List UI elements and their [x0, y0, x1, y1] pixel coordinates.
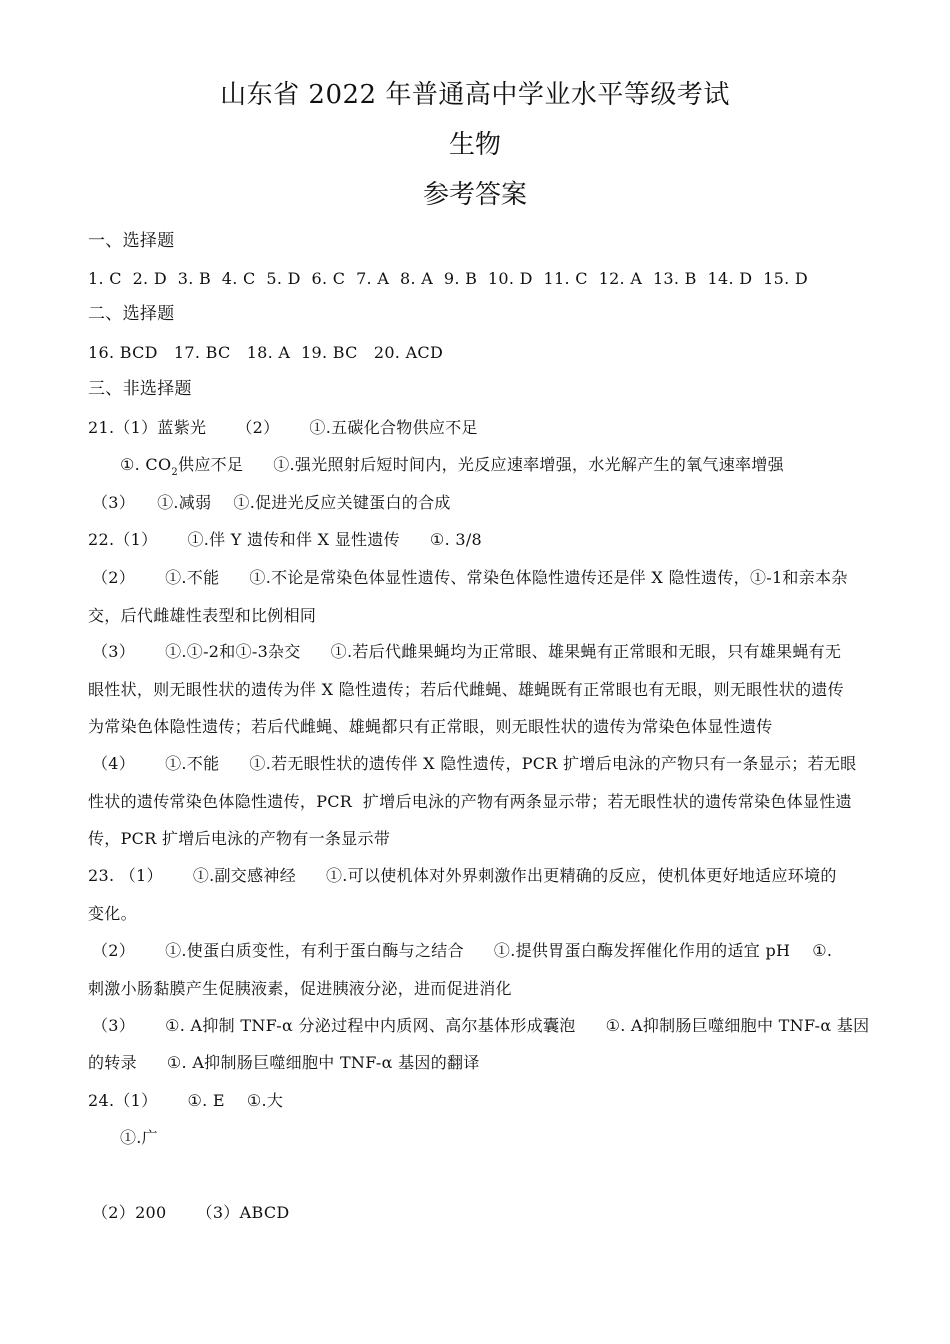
- q24-part2-answer: （2）200: [92, 1203, 167, 1222]
- section-heading-non-choice: 三、非选择题: [88, 379, 192, 399]
- q23-part2-answer-b: ①.提供胃蛋白酶发挥催化作用的适宜 pH: [493, 941, 791, 960]
- q22-line-7: [92, 752, 882, 776]
- q21-co2-subscript: 2: [171, 467, 179, 478]
- q23-line-1: [88, 864, 878, 888]
- q21-part2-label: （2）: [236, 418, 280, 437]
- q22-line-6: 为常染色体隐性遗传；若后代雌蝇、雄蝇都只有正常眼，则无眼性状的遗传为常染色体显性遗传: [88, 717, 773, 736]
- q23-line-3: [92, 939, 882, 963]
- q22-part2-answer-a: ①.不能: [165, 568, 220, 587]
- exam-title: 山东省 2022 年普通高中学业水平等级考试: [220, 80, 730, 110]
- q22-line-3: 交，后代雌雄性表型和比例相同: [88, 606, 317, 625]
- q24-part1-label: 24.（1）: [88, 1091, 158, 1110]
- q23-transcription: 的转录: [88, 1053, 137, 1072]
- q22-part1-answer-a: ①.伴 Y 遗传和伴 X 显性遗传: [187, 530, 400, 549]
- q22-part3-answer-b: ①.若后代雌果蝇均为正常眼、雄果蝇有正常眼和无眼，只有雄果蝇有无: [330, 642, 842, 661]
- q23-translation-answer: ①. A抑制肠巨噬细胞中 TNF-α 基因的翻译: [166, 1053, 480, 1072]
- q22-line-4: [92, 640, 882, 664]
- q23-line-4: 刺激小肠黏膜产生促胰液素，促进胰液分泌，进而促进消化: [88, 979, 512, 998]
- q23-line-6: [88, 1051, 878, 1075]
- q21-line-2: [120, 453, 910, 485]
- q23-line-5: [92, 1014, 882, 1038]
- q22-part3-label: （3）: [92, 642, 136, 661]
- q22-line-9: 传，PCR 扩增后电泳的产物有一条显示带: [88, 829, 391, 848]
- q21-part2-answer: ①.五碳化合物供应不足: [309, 418, 478, 437]
- q24-part1-answer-a: ①. E: [187, 1091, 225, 1110]
- section2-answers: 16. BCD 17. BC 18. A 19. BC 20. ACD: [88, 343, 444, 362]
- q23-part1-label: 23. （1）: [88, 866, 163, 885]
- q23-part3-answer-b: ①. A抑制肠巨噬细胞中 TNF-α 基因: [605, 1016, 870, 1035]
- q23-part1-answer-a: ①.副交感神经: [192, 866, 296, 885]
- q24-line-1: [88, 1089, 878, 1113]
- q22-part1-answer-b: ①. 3/8: [429, 530, 482, 549]
- q22-part4-answer-b: ①.若无眼性状的遗传伴 X 隐性遗传，PCR 扩增后电泳的产物只有一条显示；若无眼: [249, 754, 857, 773]
- q23-part2-label: （2）: [92, 941, 136, 960]
- section-heading-multiple-choice: 一、选择题: [88, 231, 175, 251]
- q21-co2-prefix: ①. CO: [120, 455, 172, 474]
- q22-part4-label: （4）: [92, 754, 136, 773]
- q21-part3-label: （3）: [92, 493, 136, 512]
- q23-line-2: 变化。: [88, 904, 137, 923]
- q24-part3-answer: （3）ABCD: [196, 1203, 290, 1222]
- q22-part2-label: （2）: [92, 568, 136, 587]
- q23-part3-label: （3）: [92, 1016, 136, 1035]
- q22-part1-label: 22.（1）: [88, 530, 158, 549]
- q24-line-2: ①.广: [120, 1128, 158, 1147]
- q22-part4-answer-a: ①.不能: [165, 754, 220, 773]
- q21-part1: 21.（1）蓝紫光: [88, 418, 207, 437]
- q22-line-2: [92, 566, 882, 590]
- q22-line-5: 眼性状，则无眼性状的遗传为伴 X 隐性遗传；若后代雌蝇、雄蝇既有正常眼也有无眼，则无眼性状的遗传: [88, 680, 844, 699]
- q21-line-3: [92, 491, 882, 515]
- q23-part2-answer-a: ①.使蛋白质变性，有利于蛋白酶与之结合: [165, 941, 464, 960]
- q24-part1-answer-b: ①.大: [246, 1091, 284, 1110]
- q21-line-1: [88, 416, 878, 440]
- q21-strong-light-answer: ①.强光照射后短时间内，光反应速率增强，水光解产生的氧气速率增强: [273, 455, 784, 474]
- q21-part3-answer-a: ①.减弱: [157, 493, 212, 512]
- q21-co2-text: 供应不足: [178, 455, 244, 474]
- q23-part1-answer-b: ①.可以使机体对外界刺激作出更精确的反应，使机体更好地适应环境的: [326, 866, 837, 885]
- q23-part3-answer-a: ①. A抑制 TNF-α 分泌过程中内质网、高尔基体形成囊泡: [165, 1016, 576, 1035]
- answer-key-title: 参考答案: [422, 180, 527, 210]
- section-heading-multiple-choice-2: 二、选择题: [88, 304, 175, 324]
- q22-part2-answer-b: ①.不论是常染色体显性遗传、常染色体隐性遗传还是伴 X 隐性遗传，①-1和亲本杂: [249, 568, 848, 587]
- q23-part2-answer-c: ①.: [812, 941, 833, 960]
- q22-line-8: 性状的遗传常染色体隐性遗传，PCR 扩增后电泳的产物有两条显示带；若无眼性状的遗传常染色体显性遗: [88, 792, 852, 811]
- q22-part3-answer-a: ①.①-2和①-3杂交: [165, 642, 301, 661]
- subject-title: 生物: [448, 130, 501, 160]
- section1-answers: 1. C 2. D 3. B 4. C 5. D 6. C 7. A 8. A 9. B 10. D 11. C 12. A 13. B 14. D 15. D: [88, 269, 809, 288]
- q24-line-3: [92, 1201, 882, 1225]
- q21-part3-answer-b: ①.促进光反应关键蛋白的合成: [233, 493, 451, 512]
- q22-line-1: [88, 528, 878, 552]
